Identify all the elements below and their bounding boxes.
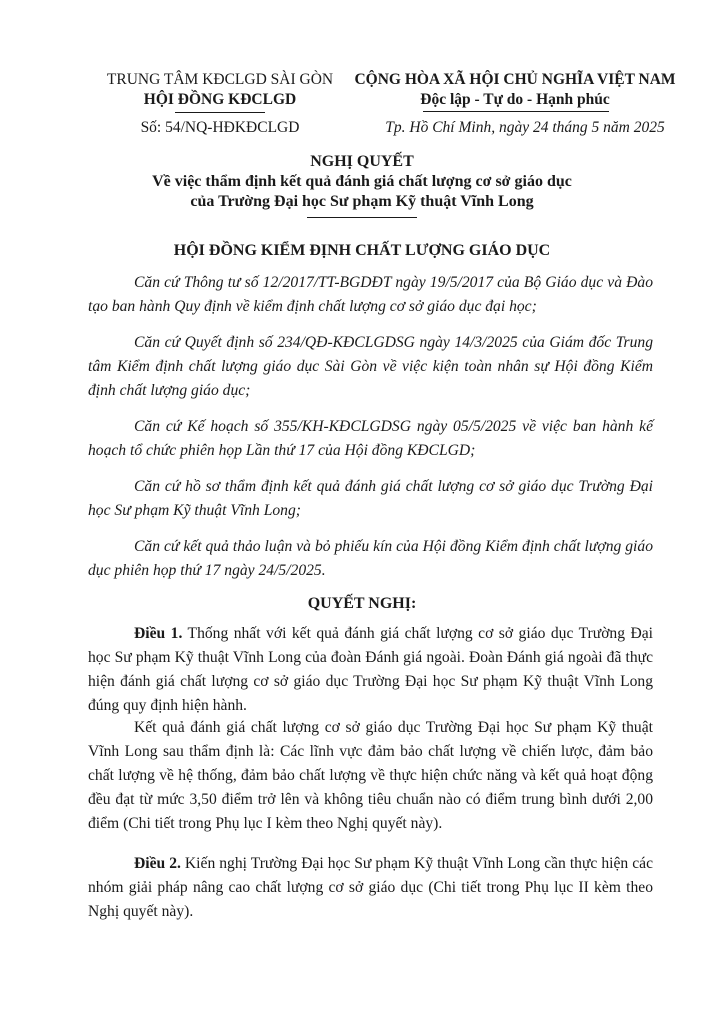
document-subject-line-1: Về việc thẩm định kết quả đánh giá chất lượng cơ sở giáo dục bbox=[152, 173, 572, 190]
council-short-name: HỘI ĐỒNG KĐCLGD bbox=[143, 91, 297, 108]
article-2-label: Điều 2. bbox=[134, 855, 181, 872]
org-name: TRUNG TÂM KĐCLGD SÀI GÒN bbox=[106, 71, 334, 88]
title-rule bbox=[307, 217, 417, 218]
basis-paragraph: Căn cứ Kế hoạch số 355/KH-KĐCLGDSG ngày 05/5/2025 về việc ban hành kế hoạch tổ chức phiên họp Lần thứ 17 của Hội đồng KĐCLGD; bbox=[88, 418, 653, 459]
basis-paragraph: Căn cứ Thông tư số 12/2017/TT-BGDĐT ngày 19/5/2017 của Bộ Giáo dục và Đào tạo ban hành Quy định về kiểm định chất lượng cơ sở giáo dục đại học; bbox=[88, 274, 653, 315]
article-1-text: Thống nhất với kết quả đánh giá chất lượng cơ sở giáo dục Trường Đại học Sư phạm Kỹ thuật Vĩnh Long của đoàn Đánh giá ngoài. Đoàn Đánh giá ngoài đã thực hiện đánh giá chất lượng cơ sở giáo dục Trường Đại học Sư phạm Kỹ thuật Vĩnh Long đúng quy định hiện hành. bbox=[88, 625, 654, 714]
nation-name: CỘNG HÒA XÃ HỘI CHỦ NGHĨA VIỆT NAM bbox=[354, 71, 676, 88]
article-2-text: Kiến nghị Trường Đại học Sư phạm Kỹ thuật Vĩnh Long cần thực hiện các nhóm giải pháp nâng cao chất lượng cơ sở giáo dục (Chi tiết trong Phụ lục II kèm theo Nghị quyết này). bbox=[88, 855, 653, 920]
document-type-title: NGHỊ QUYẾT bbox=[310, 153, 414, 170]
article-1 bbox=[88, 622, 653, 718]
document-number: Số: 54/NQ-HĐKĐCLGD bbox=[140, 119, 300, 136]
article-2 bbox=[88, 852, 653, 924]
header-right-rule bbox=[423, 111, 609, 112]
basis-paragraph: Căn cứ kết quả thảo luận và bỏ phiếu kín của Hội đồng Kiểm định chất lượng giáo dục phiên họp thứ 17 ngày 24/5/2025. bbox=[88, 538, 653, 579]
basis-paragraph: Căn cứ hồ sơ thẩm định kết quả đánh giá chất lượng cơ sở giáo dục Trường Đại học Sư phạm Kỹ thuật Vĩnh Long; bbox=[88, 478, 653, 519]
decision-heading: QUYẾT NGHỊ: bbox=[307, 595, 417, 612]
result-paragraph: Kết quả đánh giá chất lượng cơ sở giáo dục Trường Đại học Sư phạm Kỹ thuật Vĩnh Long sau thẩm định là: Các lĩnh vực đảm bảo chất lượng về chiến lược, đảm bảo chất lượng về hệ thống, đảm bảo chất lượng về thực hiện chức năng và kết quả hoạt động đều đạt từ mức 3,50 điểm trở lên và không tiêu chuẩn nào có điểm trung bình dưới 2,00 điểm (Chi tiết trong Phụ lục I kèm theo Nghị quyết này). bbox=[88, 719, 653, 832]
council-heading: HỘI ĐỒNG KIỂM ĐỊNH CHẤT LƯỢNG GIÁO DỤC bbox=[173, 242, 551, 259]
article-1-label: Điều 1. bbox=[134, 625, 183, 642]
place-date: Tp. Hồ Chí Minh, ngày 24 tháng 5 năm 2025 bbox=[385, 119, 665, 136]
basis-paragraph: Căn cứ Quyết định số 234/QĐ-KĐCLGDSG ngày 14/3/2025 của Giám đốc Trung tâm Kiểm định chất lượng giáo dục Sài Gòn về việc kiện toàn nhân sự Hội đồng Kiểm định chất lượng giáo dục; bbox=[88, 334, 653, 399]
header-left-rule bbox=[175, 112, 265, 113]
national-motto: Độc lập - Tự do - Hạnh phúc bbox=[420, 91, 610, 108]
document-subject-line-2: của Trường Đại học Sư phạm Kỹ thuật Vĩnh Long bbox=[190, 193, 534, 210]
